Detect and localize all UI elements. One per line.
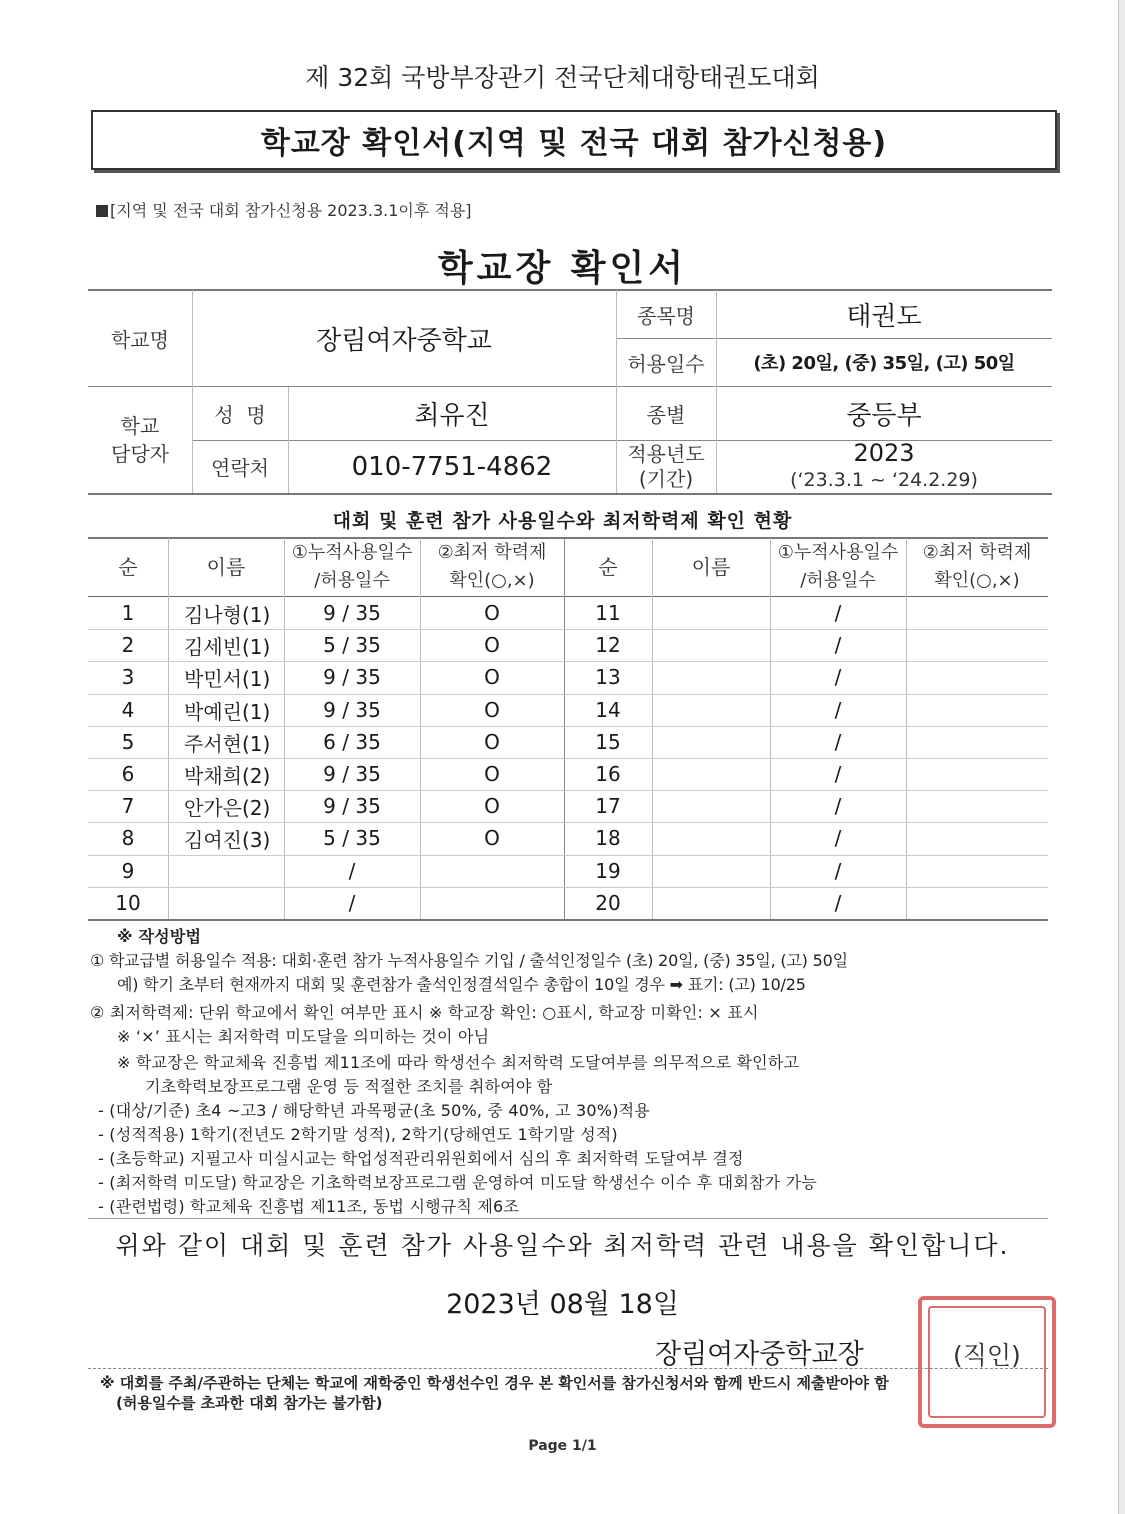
left-row-1-days: 9 / 35	[323, 601, 381, 625]
sub-note-text: [지역 및 전국 대회 참가신청용 2023.3.1이후 적용]	[110, 201, 472, 220]
name-label: 성 명	[214, 403, 266, 427]
left-row-9-check	[420, 855, 564, 887]
school-value: 장림여자중학교	[316, 325, 492, 356]
period-value: (‘23.3.1 ~ ‘24.2.29)	[790, 468, 978, 491]
right-row-9-name	[652, 855, 770, 887]
right-row-3-days: /	[834, 665, 842, 689]
principal-title: 장림여자중학교장	[655, 1339, 864, 1370]
left-row-2-name: 김세빈(1)	[184, 634, 271, 659]
year-value-cell	[716, 440, 1052, 493]
note-line-6: 기초학력보장프로그램 운영 등 적절한 조치를 취하여야 함	[145, 1077, 553, 1096]
right-row-8-days: /	[834, 826, 842, 850]
right-row-1-check	[906, 597, 1048, 629]
right-row-4-no: 14	[595, 698, 621, 722]
right-row-6-days: /	[834, 762, 842, 786]
col-check-right-2: 확인(○,×)	[934, 570, 1020, 591]
event-title: 제 32회 국방부장관기 전국단체대항태권도대회	[305, 63, 820, 92]
allowed-days-value: (초) 20일, (중) 35일, (고) 50일	[753, 353, 1015, 374]
sub-note	[96, 198, 472, 221]
note-line-9: - (초등학교) 지필고사 미실시교는 학업성적관리위원회에서 심의 후 최저학력 도달여부 결정	[98, 1149, 744, 1168]
col-no-right: 순	[598, 555, 618, 579]
right-row-10-name	[652, 887, 770, 919]
right-row-8-no: 18	[595, 826, 621, 850]
right-row-9-days: /	[834, 859, 842, 883]
document-title: 학교장 확인서	[437, 248, 688, 289]
col-check-left	[420, 538, 564, 596]
left-row-1-name: 김나형(1)	[184, 602, 271, 627]
right-row-10-no: 20	[595, 891, 621, 915]
page-number: Page 1/1	[528, 1438, 597, 1454]
left-row-2-check: O	[484, 633, 500, 657]
right-row-6-check	[906, 758, 1048, 790]
notes-heading: ※ 작성방법	[117, 927, 202, 946]
sport-label: 종목명	[637, 303, 695, 328]
left-row-6-days: 9 / 35	[323, 762, 381, 786]
right-row-3-check	[906, 661, 1048, 693]
year-label-2: (기간)	[638, 466, 694, 491]
note-line-5: ※ 학교장은 학교체육 진흥법 제11조에 따라 학생선수 최저학력 도달여부를 의무적으로 확인하고	[117, 1053, 800, 1072]
left-row-5-no: 5	[121, 730, 135, 754]
left-row-10-name	[168, 887, 284, 919]
col-days-left	[284, 538, 420, 596]
left-row-3-no: 3	[121, 665, 135, 689]
right-row-1-days: /	[834, 601, 842, 625]
col-check-right-1: ②최저 학력제	[922, 542, 1032, 563]
allowed-days-label: 허용일수	[627, 351, 705, 376]
contact-value: 010-7751-4862	[351, 451, 553, 482]
left-row-8-name: 김여진(3)	[184, 827, 271, 852]
left-row-10-no: 10	[115, 891, 141, 915]
left-row-4-days: 9 / 35	[323, 698, 381, 722]
category-label: 종별	[646, 403, 686, 427]
left-row-4-name: 박예린(1)	[184, 699, 271, 724]
year-label	[616, 440, 716, 493]
right-row-4-name	[652, 694, 770, 726]
sport-value: 태권도	[846, 301, 922, 332]
left-row-7-days: 9 / 35	[323, 794, 381, 818]
right-row-9-no: 19	[595, 859, 621, 883]
note-line-8: - (성적적용) 1학기(전년도 2학기말 성적), 2학기(당해연도 1학기말 성적)	[98, 1125, 618, 1144]
square-bullet-icon	[96, 205, 108, 217]
note-line-3: ② 최저학력제: 단위 학교에서 확인 여부만 표시 ※ 학교장 확인: ○표시, 학교장 미확인: × 표시	[90, 1003, 759, 1022]
right-row-6-name	[652, 758, 770, 790]
right-row-7-name	[652, 790, 770, 822]
right-row-10-days: /	[834, 891, 842, 915]
category-value: 중등부	[846, 401, 922, 431]
col-name-left: 이름	[206, 555, 246, 579]
left-row-8-days: 5 / 35	[323, 826, 381, 850]
name-value: 최유진	[414, 401, 490, 431]
right-row-7-no: 17	[595, 794, 621, 818]
left-row-6-name: 박채희(2)	[184, 763, 271, 788]
notes-bottom-line	[88, 1218, 1048, 1219]
left-row-5-days: 6 / 35	[323, 730, 381, 754]
left-row-8-no: 8	[121, 826, 135, 850]
right-row-10-check	[906, 887, 1048, 919]
left-row-3-name: 박민서(1)	[184, 666, 271, 691]
left-row-5-name: 주서현(1)	[184, 731, 271, 756]
left-row-2-days: 5 / 35	[323, 633, 381, 657]
table-bottom-line	[88, 919, 1048, 921]
right-row-7-days: /	[834, 794, 842, 818]
note-line-11: - (관련법령) 학교체육 진흥법 제11조, 동법 시행규칙 제6조	[98, 1197, 520, 1216]
contact-label: 연락처	[211, 456, 269, 480]
note-line-2: 예) 학기 초부터 현재까지 대회 및 훈련참가 출석인정결석일수 총합이 10일 경우 ➡ 표기: (고) 10/25	[117, 975, 806, 994]
right-row-5-check	[906, 726, 1048, 758]
col-days-right-2: /허용일수	[800, 570, 876, 591]
col-check-left-2: 확인(○,×)	[449, 570, 535, 591]
left-row-9-no: 9	[121, 859, 135, 883]
right-row-2-days: /	[834, 633, 842, 657]
right-row-2-no: 12	[595, 633, 621, 657]
box-title	[91, 110, 1057, 170]
left-row-8-check: O	[484, 826, 500, 850]
issue-date: 2023년 08월 18일	[446, 1289, 679, 1320]
right-row-3-no: 13	[595, 665, 621, 689]
footnote-line-2: (허용일수를 초과한 대회 참가는 불가함)	[116, 1394, 383, 1412]
right-row-2-name	[652, 629, 770, 661]
table-subtitle: 대회 및 훈련 참가 사용일수와 최저학력제 확인 현황	[332, 510, 793, 532]
year-label-1: 적용년도	[627, 441, 705, 466]
left-row-9-days: /	[348, 859, 356, 883]
left-row-10-days: /	[348, 891, 356, 915]
left-row-1-check: O	[484, 601, 500, 625]
col-no-left: 순	[118, 555, 138, 579]
left-row-4-no: 4	[121, 698, 135, 722]
col-days-left-1: ①누적사용일수	[291, 542, 413, 563]
left-row-1-no: 1	[121, 601, 135, 625]
right-row-4-check	[906, 694, 1048, 726]
note-line-4: ※ ‘×’ 표시는 최저학력 미도달을 의미하는 것이 아님	[117, 1027, 490, 1046]
right-row-5-name	[652, 726, 770, 758]
box-title-text: 학교장 확인서(지역 및 전국 대회 참가신청용)	[260, 126, 888, 161]
right-row-2-check	[906, 629, 1048, 661]
left-row-3-check: O	[484, 665, 500, 689]
school-label: 학교명	[111, 327, 169, 352]
col-days-right-1: ①누적사용일수	[777, 542, 899, 563]
left-row-9-name	[168, 855, 284, 887]
right-row-5-days: /	[834, 730, 842, 754]
col-check-left-1: ②최저 학력제	[437, 542, 547, 563]
seal-label: (직인)	[953, 1341, 1021, 1370]
right-row-1-name	[652, 597, 770, 629]
right-row-5-no: 15	[595, 730, 621, 754]
left-row-3-days: 9 / 35	[323, 665, 381, 689]
manager-label: 학교 담당자	[111, 414, 169, 466]
left-row-10-check	[420, 887, 564, 919]
left-row-5-check: O	[484, 730, 500, 754]
right-row-1-no: 11	[595, 601, 621, 625]
col-name-right: 이름	[691, 555, 731, 579]
right-row-6-no: 16	[595, 762, 621, 786]
right-row-7-check	[906, 790, 1048, 822]
year-value: 2023	[853, 438, 915, 467]
col-days-left-2: /허용일수	[314, 570, 390, 591]
note-line-10: - (최저학력 미도달) 학교장은 기초학력보장프로그램 운영하여 미도달 학생선수 이수 후 대회참가 가능	[98, 1173, 817, 1192]
right-row-4-days: /	[834, 698, 842, 722]
left-row-4-check: O	[484, 698, 500, 722]
confirm-statement: 위와 같이 대회 및 훈련 참가 사용일수와 최저학력 관련 내용을 확인합니다.	[115, 1231, 1010, 1260]
note-line-7: - (대상/기준) 초4 ~고3 / 해당학년 과목평균(초 50%, 중 40%, 고 30%)적용	[98, 1101, 650, 1120]
left-row-7-name: 안가은(2)	[184, 795, 271, 820]
right-row-8-name	[652, 822, 770, 854]
left-row-7-check: O	[484, 794, 500, 818]
right-row-8-check	[906, 822, 1048, 854]
right-row-9-check	[906, 855, 1048, 887]
left-row-2-no: 2	[121, 633, 135, 657]
footnote-line	[88, 1368, 1048, 1369]
left-row-6-no: 6	[121, 762, 135, 786]
col-check-right	[906, 538, 1048, 596]
left-row-6-check: O	[484, 762, 500, 786]
right-row-3-name	[652, 661, 770, 693]
left-row-7-no: 7	[121, 794, 135, 818]
col-days-right	[770, 538, 906, 596]
note-line-1: ① 학교급별 허용일수 적용: 대회·훈련 참가 누적사용일수 기입 / 출석인정일수 (초) 20일, (중) 35일, (고) 50일	[90, 951, 848, 970]
footnote-line-1: ※ 대회를 주최/주관하는 단체는 학교에 재학중인 학생선수인 경우 본 확인서를 참가신청서와 함께 반드시 제출받아야 함	[100, 1374, 889, 1392]
